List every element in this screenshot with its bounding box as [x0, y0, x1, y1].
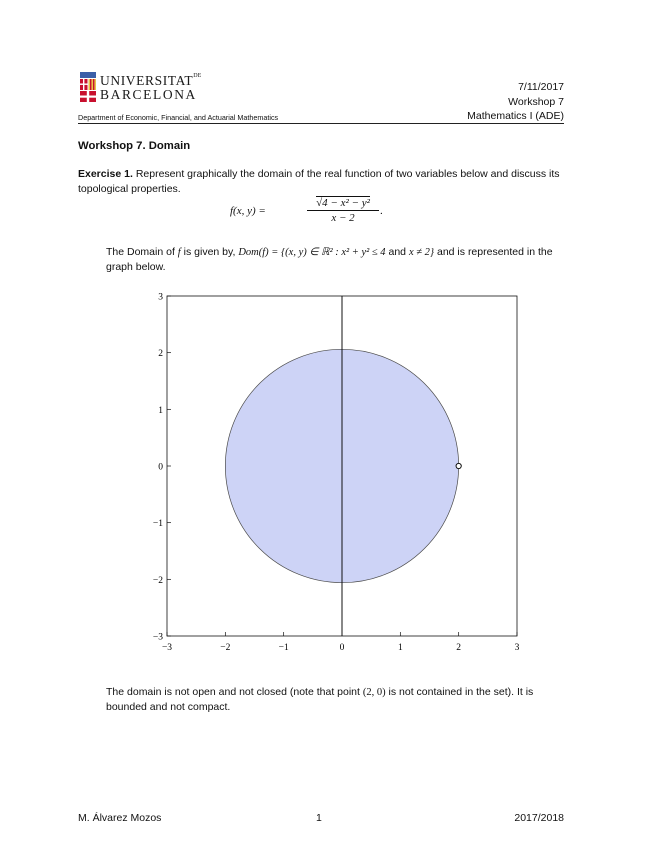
y-tick-label: −1: [152, 519, 163, 530]
x-tick-label: −1: [278, 643, 289, 653]
department-name: Department of Economic, Financial, and Actuarial Mathematics: [78, 113, 279, 122]
x-tick-label: −2: [220, 643, 231, 653]
x-axis-ticks: [162, 632, 520, 653]
header-info: [467, 80, 564, 124]
x-tick-label: 2: [456, 643, 462, 653]
formula-end: .: [380, 205, 383, 217]
header-divider: [78, 123, 564, 124]
university-logo: [79, 72, 204, 104]
header-course: Mathematics I (ADE): [467, 110, 564, 122]
x-tick-label: 0: [339, 643, 345, 653]
y-axis-ticks: [153, 293, 171, 643]
domain-expression: Dom(f) = {(x, y) ∈ ℝ² : x² + y² ≤ 4: [238, 247, 386, 258]
y-tick-label: 1: [158, 405, 163, 416]
header-date: 7/11/2017: [518, 81, 564, 93]
y-tick-label: −2: [152, 575, 163, 586]
crest-icon: [79, 72, 97, 104]
domain-plot: [150, 290, 530, 662]
university-city: BARCELONA: [100, 87, 197, 102]
formula-fraction: [307, 197, 379, 224]
exercise-text: Represent graphically the domain of the real function of two variables below and discuss its topological properties.: [78, 168, 560, 195]
footer-year: 2017/2018: [514, 812, 564, 824]
exercise-statement: [78, 167, 564, 197]
university-name: $UNIVERSITAT^{DE}$: [100, 73, 202, 88]
y-tick-label: 0: [158, 462, 163, 473]
x-tick-label: 1: [397, 643, 403, 653]
page-title: Workshop 7. Domain: [78, 140, 191, 152]
y-tick-label: 3: [158, 292, 163, 303]
footer-author: M. Álvarez Mozos: [78, 812, 162, 824]
footer-page-number: 1: [316, 812, 322, 824]
y-tick-label: −3: [152, 632, 163, 643]
domain-description: The Domain of f is given by, Dom(f) = {(x, y) ∈ ℝ² : x² + y² ≤ 4 and x ≠ 2} and is represented in the graph below.: [106, 246, 553, 273]
formula-lhs: f(x, y) =: [230, 205, 266, 217]
formula-denominator: x − 2: [331, 212, 355, 224]
x-tick-label: −3: [161, 643, 173, 653]
header-workshop: Workshop 7: [508, 95, 564, 108]
formula-numerator: √4 − x² − y²: [307, 197, 379, 211]
conclusion-text: The domain is not open and not closed (note that point (2, 0) is not contained in the set). It is bounded and not compact.: [106, 686, 534, 713]
excluded-point: [456, 463, 461, 468]
y-tick-label: 2: [158, 349, 163, 360]
exercise-label: Exercise 1.: [78, 168, 133, 180]
function-formula: [230, 197, 430, 229]
x-tick-label: 3: [514, 643, 520, 653]
